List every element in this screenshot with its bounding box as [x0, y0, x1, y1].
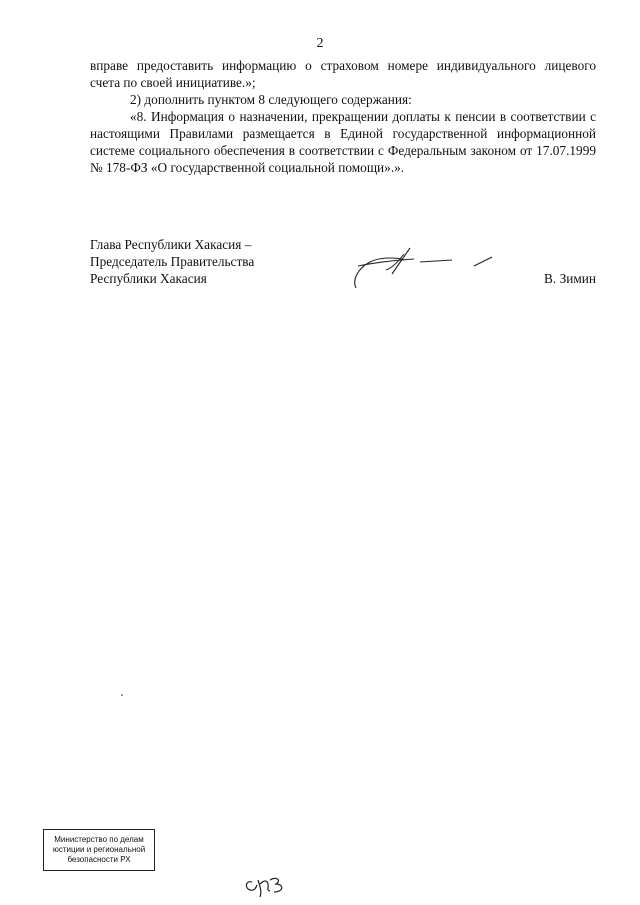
signatory-title-line: Председатель Правительства — [90, 254, 255, 269]
scan-dot — [121, 694, 123, 696]
signatory-title-line: Глава Республики Хакасия – — [90, 237, 252, 252]
signatory-title-line: Республики Хакасия — [90, 271, 207, 286]
paragraph-continuation-end: счета по своей инициативе.»; — [90, 75, 256, 90]
stamp-line: Министерство по делам — [54, 835, 144, 844]
handwritten-signature — [348, 240, 498, 292]
signatory-name: В. Зимин — [544, 271, 596, 286]
page-number: 2 — [316, 36, 324, 51]
stamp-line: безопасности РХ — [67, 855, 131, 864]
clause-8-text: «8. Информация о назначении, прекращении доплаты к пенсии в соответствии с настоящими Правилами размещается в Единой государственной информационной системе социального обеспечения в соответствии с Федеральным законом от 17.07.1999 № 178-ФЗ «О государственной социальной помощи».». — [90, 109, 596, 175]
stamp-line: юстиции и региональной — [52, 845, 146, 854]
list-item-2: 2) дополнить пунктом 8 следующего содержания: — [130, 92, 412, 107]
handwritten-initials — [240, 872, 290, 898]
document-body — [90, 57, 596, 176]
signatory-title — [90, 236, 254, 287]
paragraph-continuation-line: вправе предоставить информацию о страховом номере индивидуального лицевого — [90, 58, 596, 73]
ministry-stamp — [43, 829, 155, 871]
